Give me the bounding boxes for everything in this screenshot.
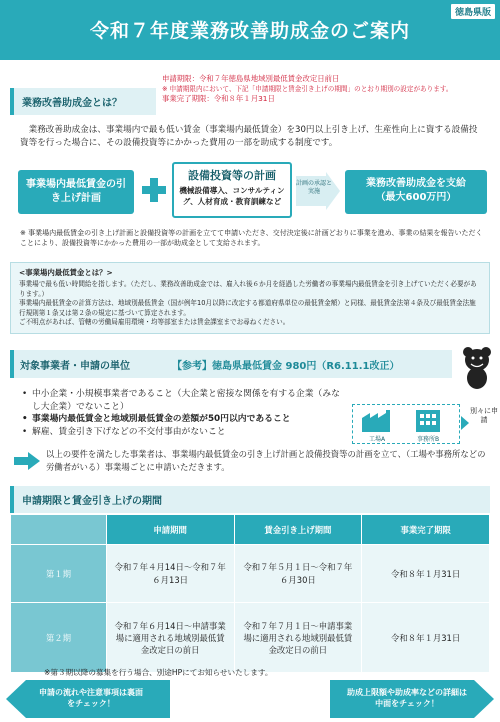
apply-period: 令和７年４月14日～令和７年６月13日	[106, 545, 234, 603]
apply-period: 令和７年６月14日～申請事業場に適用される地域別最低賃金改定日の前日	[106, 603, 234, 673]
table-header: 事業完了期限	[362, 515, 490, 545]
completion-deadline: 令和８年１月31日	[362, 545, 490, 603]
section-tab-schedule: 申請期限と賃金引き上げの期間	[10, 486, 490, 513]
flow-box-investment	[172, 162, 292, 218]
table-header: 申請期間	[106, 515, 234, 545]
row-label: 第１期	[11, 545, 107, 603]
about-description: 業務改善助成金は、事業場内で最も低い賃金（事業場内最低賃金）を30円以上引き上げ、生産性向上に資する設備投資等を行った場合に、その設備投資等にかかった費用の一部を助成する制度です。	[20, 125, 478, 148]
subsidy-line-1: 業務改善助成金を支給	[366, 178, 466, 189]
investment-title: 設備投資等の計画	[188, 169, 276, 182]
deadline-line-2: ※ 申請期限内において、下記「申請期限と賃金引き上げの期間」のとおり期別の設定があります。	[162, 85, 453, 93]
eligibility-summary: 以上の要件を満たした事業者は、事業場内最低賃金の引き上げ計画と設備投資等の計画を立て、（工場や事務所などの労働者がいる）事業場ごとに申請いただきます。	[46, 449, 486, 472]
arrow-text: 計画の承認と実施	[296, 180, 333, 195]
definition-line-2: 事業場内最低賃金の計算方法は、地域別最低賃金（国が例年10月以降に改定する都道府県単位の最低賃金額）と同様、最低賃金法第４条及び最低賃金法施行規則第１条又は第２条の規定に基づいて算定されます。	[19, 299, 476, 317]
flow-box-wage-plan: 事業場内最低賃金の引き上げ計画	[18, 170, 134, 214]
deadline-notes	[162, 74, 497, 104]
factory-label: 工場A	[368, 436, 386, 443]
prefecture-badge: 徳島県版	[450, 3, 496, 20]
deadline-line-1: 申請期限：令和７年徳島県地域別最低賃金改定日前日	[162, 74, 340, 83]
table-row	[11, 545, 490, 603]
definition-title: <事業場内最低賃金とは？>	[19, 268, 113, 277]
factory-icon	[362, 410, 392, 432]
completion-deadline: 令和８年１月31日	[362, 603, 490, 673]
list-item: • 事業場内最低賃金と地域別最低賃金の差額が50円以内であること	[22, 414, 291, 424]
flow-note: ※ 事業場内最低賃金の引き上げ計画と設備投資等の計画を立てて申請いただき、交付決定後に計画どおりに事業を進め、事業の結果を報告いただくことにより、設備投資等にかかった費用の一部が助成金として支給されます。	[20, 229, 483, 247]
bracket-arrow-icon	[461, 416, 469, 430]
list-item: • 解雇、賃金引き下げなどの不交付事由がないこと	[22, 426, 226, 437]
section-tab-about: 業務改善助成金とは？	[10, 88, 156, 115]
mascot-bear-icon	[456, 342, 496, 390]
flow-box-subsidy	[345, 170, 487, 214]
definition-line-3: ご不明点があれば、管轄の労働局雇用環境・均等部室または賃金課室までお尋ねください。	[19, 318, 290, 326]
plus-icon-vertical	[150, 178, 158, 202]
table-row	[11, 603, 490, 673]
table-corner	[11, 515, 107, 545]
nav-forward-text[interactable]: 助成上限額や助成率などの詳細は中面をチェック！	[347, 688, 467, 708]
list-item: • 中小企業・小規模事業者であること（大企業と密接な関係を有する企業（みなし大企業）でないこと）	[22, 389, 340, 412]
office-building-icon	[414, 410, 442, 432]
nav-back-text[interactable]: 申請の流れや注意事項は裏面をチェック！	[39, 688, 143, 708]
schedule-table	[10, 514, 490, 673]
min-wage-reference: 【参考】徳島県最低賃金 980円（R6.11.1改正）	[172, 361, 400, 372]
table-header-row	[11, 515, 490, 545]
schedule-footnote: ※第３期以降の募集を行う場合、別途HPにてお知らせいたします。	[44, 668, 273, 677]
subsidy-line-2: （最大600万円）	[375, 192, 457, 203]
eligibility-list	[22, 388, 340, 438]
definition-line-1: 事業場で最も低い時間給を指します。（ただし、業務改善助成金では、雇入れ後６か月を経過した労働者の事業場内最低賃金を引き上げていただく必要があります。）	[19, 280, 477, 298]
row-label: 第２期	[11, 603, 107, 673]
arrow-right-icon	[14, 452, 40, 470]
separate-apply-label: 別々に申請	[470, 407, 498, 424]
deadline-line-3: 事業完了期限：令和８年１月31日	[162, 94, 275, 103]
office-label: 事務所B	[416, 436, 440, 443]
raise-period: 令和７年７月１日～申請事業場に適用される地域別最低賃金改定日の前日	[234, 603, 362, 673]
investment-sub: 機械設備導入、コンサルティング、人材育成・教育訓練など	[179, 186, 285, 206]
definition-box	[10, 262, 490, 334]
page-title: 令和７年度業務改善助成金のご案内	[89, 20, 410, 42]
table-header: 賃金引き上げ期間	[234, 515, 362, 545]
section-tab-eligibility: 対象事業者・申請の単位	[20, 361, 130, 372]
raise-period: 令和７年５月１日～令和７年６月30日	[234, 545, 362, 603]
